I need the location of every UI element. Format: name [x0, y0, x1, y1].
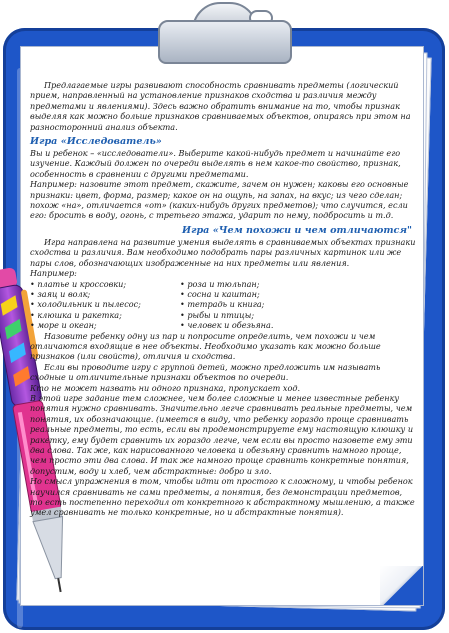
pair-item: • рыбы и птицы; — [180, 309, 255, 320]
pair-item: • заяц и волк; — [30, 288, 91, 299]
game1-title: Игра «Исследователь» — [30, 136, 162, 148]
game1-paragraph: Вы и ребенок – «исследователи». Выберите какой-нибудь предмет и начинайте его изучение. Каждый должен по очереди выделять в нем какое-то свойство, признак, особенность в сравнении с другими предметами. — [30, 148, 401, 179]
game2-title: Игра «Чем похожи и чем отличаются" — [182, 224, 412, 236]
pair-item: • сосна и каштан; — [180, 288, 260, 299]
pair-item: • холодильник и пылесос; — [30, 299, 141, 310]
game2-skip-rule: Кто не может назвать ни одного признака, пропускает ход. — [30, 382, 301, 393]
page-content — [30, 80, 416, 518]
game2-difficulty: В этой игре задание тем сложнее, чем более сложные и менее известные ребенку понятия нужно сравнивать. Значительно легче сравнивать реальные предметы, чем понятия, их обозначающие. (имеется в виду, что ребенку гораздо проще сравнивать реальные предметы, то есть, если вы продемонстрируете ему настоящую клюшку и ракетку, ему будет сравнить их гораздо легче, чем если вы просто назовете ему эти два слова. Так же, как нарисованного человека и обезьяну сравнить намного проще, чем просто эти два слова. И так же намного проще сравнить конкретные понятия, допустим, воду и хлеб, чем абстрактные: добро и зло. — [30, 392, 414, 476]
clip-body — [158, 20, 292, 64]
game2-group-rule: Если вы проводите игру с группой детей, можно предложить им называть сходные и отличительные признаки объектов по очереди. — [30, 361, 381, 383]
pair-item: • роза и тюльпан; — [180, 278, 260, 289]
pair-item: • платье и кроссовки; — [30, 278, 127, 289]
game1-example: Например: назовите этот предмет, скажите, зачем он нужен; каковы его основные признаки: цвет, форма, размер; какое он на ощупь, на запах, на вкус; из чего сделан; похож «на», отличается «от» (каких-нибудь других предметов); что случится, если его: бросить в воду, огонь, с третьего этажа, ударит по нему, подбросить и т.д. — [30, 179, 409, 221]
intro-paragraph: Предлагаемые игры развивают способность сравнивать предметы (логический прием, направленный на установление признаков сходства и различия между предметами и явлениями). Здесь важно обратить внимание на то, чтобы признак выделяя как можно больше признаков сравниваемых объектов, опираясь при этом на разносторонний анализ объекта. — [30, 80, 411, 132]
pairs-left — [30, 279, 180, 331]
game2-instructions: Назовите ребенку одну из пар и попросите определить, чем похожи и чем отличаются входящие в нее объекты. Необходимо указать как можно больше признаков (или свойств), отличия и сходства. — [30, 330, 381, 362]
pair-item: • клюшка и ракетка; — [30, 309, 122, 320]
game2-purpose: Но смысл упражнения в том, чтобы идти от простого к сложному, и чтобы ребенок научился сравнивать не сами предметы, а понятия, без демонстрации предметов, то есть постепенно переходил от конкретного к абстрактному мышлению, а также умел сравнивать не только конкретные, но и абстрактные понятия). — [30, 476, 415, 518]
pair-item: • тетрадь и книга; — [180, 299, 265, 310]
pair-item: • человек и обезьяна. — [180, 320, 274, 331]
word-pairs — [30, 279, 416, 331]
pairs-right — [180, 279, 330, 331]
clipboard-clip — [158, 2, 288, 60]
game2-example-label: Например: — [30, 268, 77, 279]
game2-paragraph: Игра направлена на развитие умения выделять в сравниваемых объектах признаки сходства и различия. Вам необходимо подобрать пары различных картинок или же пары слов, обозначающих изображенные на них предметы или явления. — [30, 236, 416, 268]
page-curl — [380, 566, 424, 606]
pair-item: • море и океан; — [30, 320, 97, 331]
